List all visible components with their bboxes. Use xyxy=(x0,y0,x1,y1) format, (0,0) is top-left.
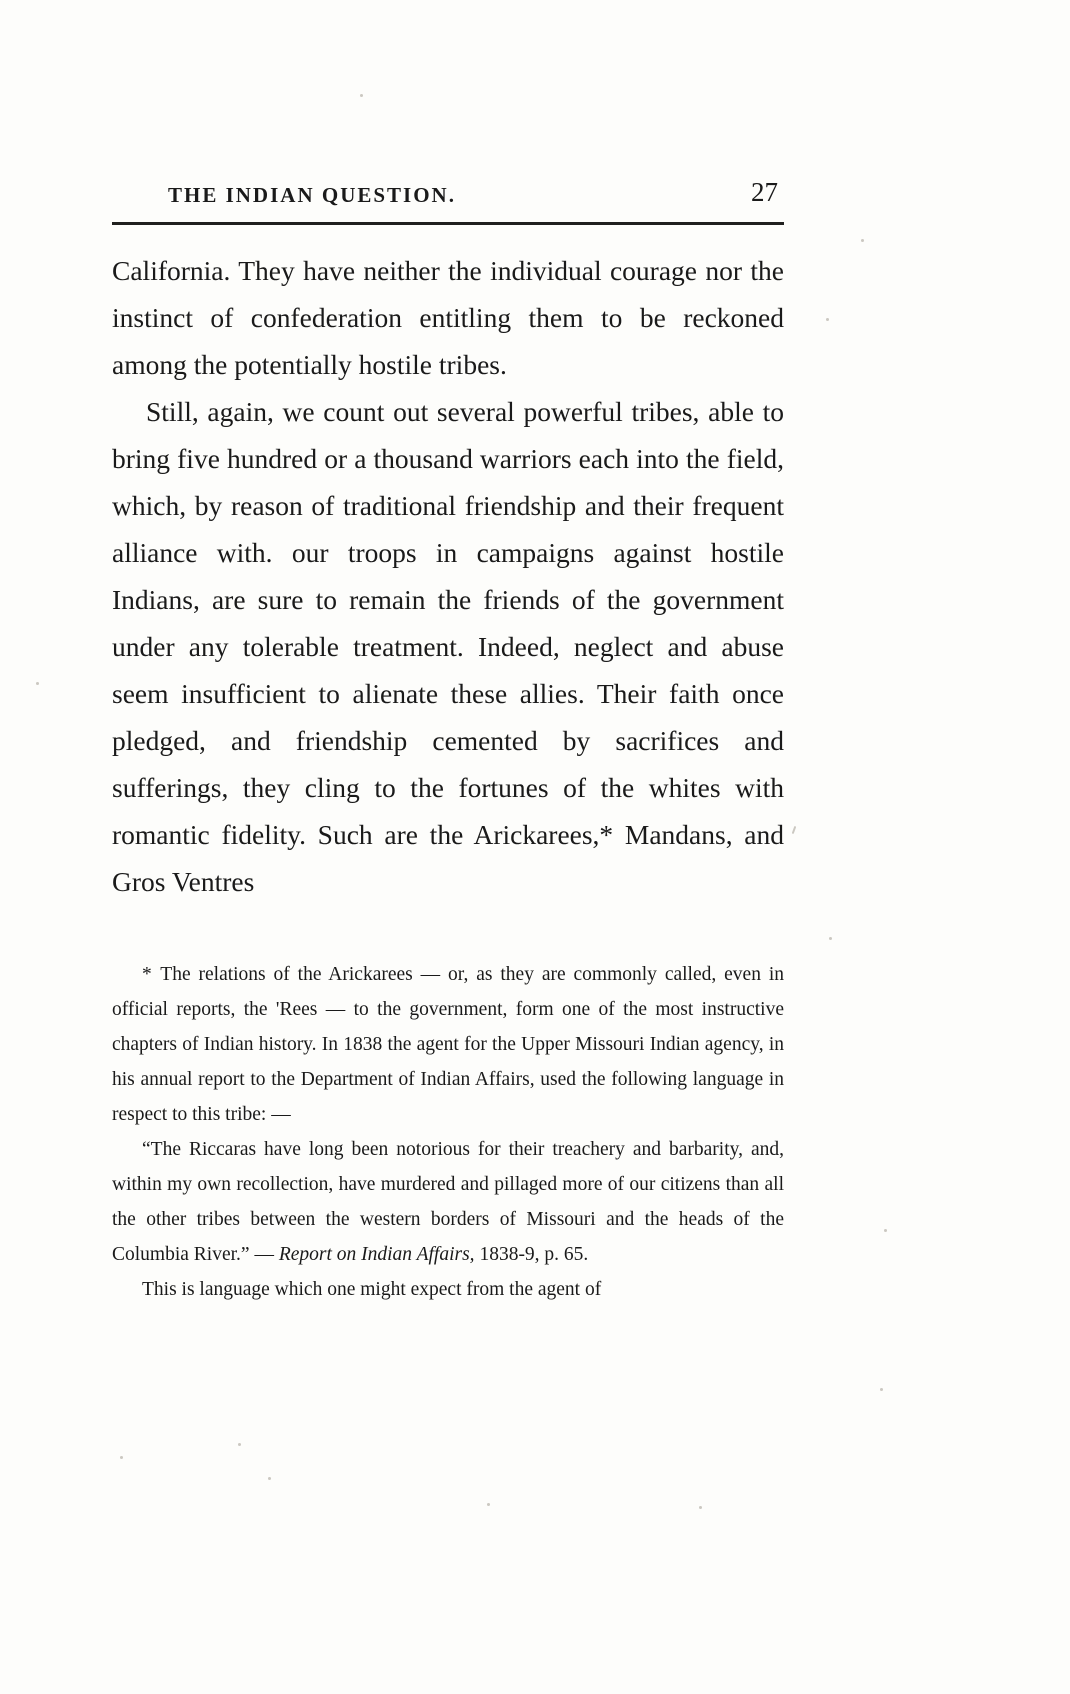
scan-speck xyxy=(699,1506,702,1509)
footnote-marker: * xyxy=(142,964,153,985)
scan-speck xyxy=(884,1229,887,1232)
footnote-quotation xyxy=(112,1132,784,1272)
scan-speck xyxy=(238,1443,241,1446)
scan-speck xyxy=(861,239,864,242)
page-number: 27 xyxy=(751,177,778,207)
footnote-citation-title: Report on Indian Affairs, xyxy=(278,1244,475,1265)
scan-speck xyxy=(487,1503,490,1506)
footnote-paragraph-1 xyxy=(112,957,784,1132)
scan-speck xyxy=(360,94,363,97)
footnote-paragraph-1-text: The relations of the Arickarees — or, as they are commonly called, even in official reports, the 'Rees — to the government, form one of the most instructive chapters of Indian history. In 1838 the agent for the Upper Missouri Indian agency, in his annual report to the Department of Indian Affairs, used the following language in respect to this tribe: — xyxy=(112,964,784,1125)
scan-speck xyxy=(826,318,829,321)
page-content xyxy=(112,168,784,1307)
footnote-block xyxy=(112,957,784,1307)
running-head-title: THE INDIAN QUESTION. xyxy=(168,183,456,207)
running-head xyxy=(112,168,784,208)
body-text xyxy=(112,247,784,905)
body-paragraph-2: Still, again, we count out several powerful tribes, able to bring five hundred or a thousand warriors each into the field, which, by reason of traditional friendship and their frequent alliance with. our troops in campaigns against hostile Indians, are sure to remain the friends of the government under any tolerable treatment. Indeed, neglect and abuse seem insufficient to alienate these allies. Their faith once pledged, and friendship cemented by sacrifices and sufferings, they cling to the fortunes of the whites with romantic fidelity. Such are the Arickarees,* Mandans, and Gros Ventres xyxy=(112,396,784,897)
footnote-quotation-text: “The Riccaras have long been notorious for their treachery and barbarity, and, within my own recollection, have murdered and pillaged more of our citizens than all the other tribes between the western borders of Missouri and the heads of the Columbia River.” — xyxy=(112,1139,784,1265)
footnote-citation-tail: 1838-9, p. 65. xyxy=(474,1244,589,1265)
scan-speck xyxy=(120,1456,123,1459)
scan-speck xyxy=(792,826,797,834)
footnote-paragraph-3: This is language which one might expect from the agent of xyxy=(142,1279,602,1300)
header-divider xyxy=(112,222,784,225)
scan-speck xyxy=(880,1388,883,1391)
scan-speck xyxy=(36,682,39,685)
scan-speck xyxy=(829,937,832,940)
scan-speck xyxy=(268,1477,271,1480)
body-paragraph-1: California. They have neither the individual courage nor the instinct of confederation entitling them to be reckoned among the potentially hostile tribes. xyxy=(112,255,784,380)
